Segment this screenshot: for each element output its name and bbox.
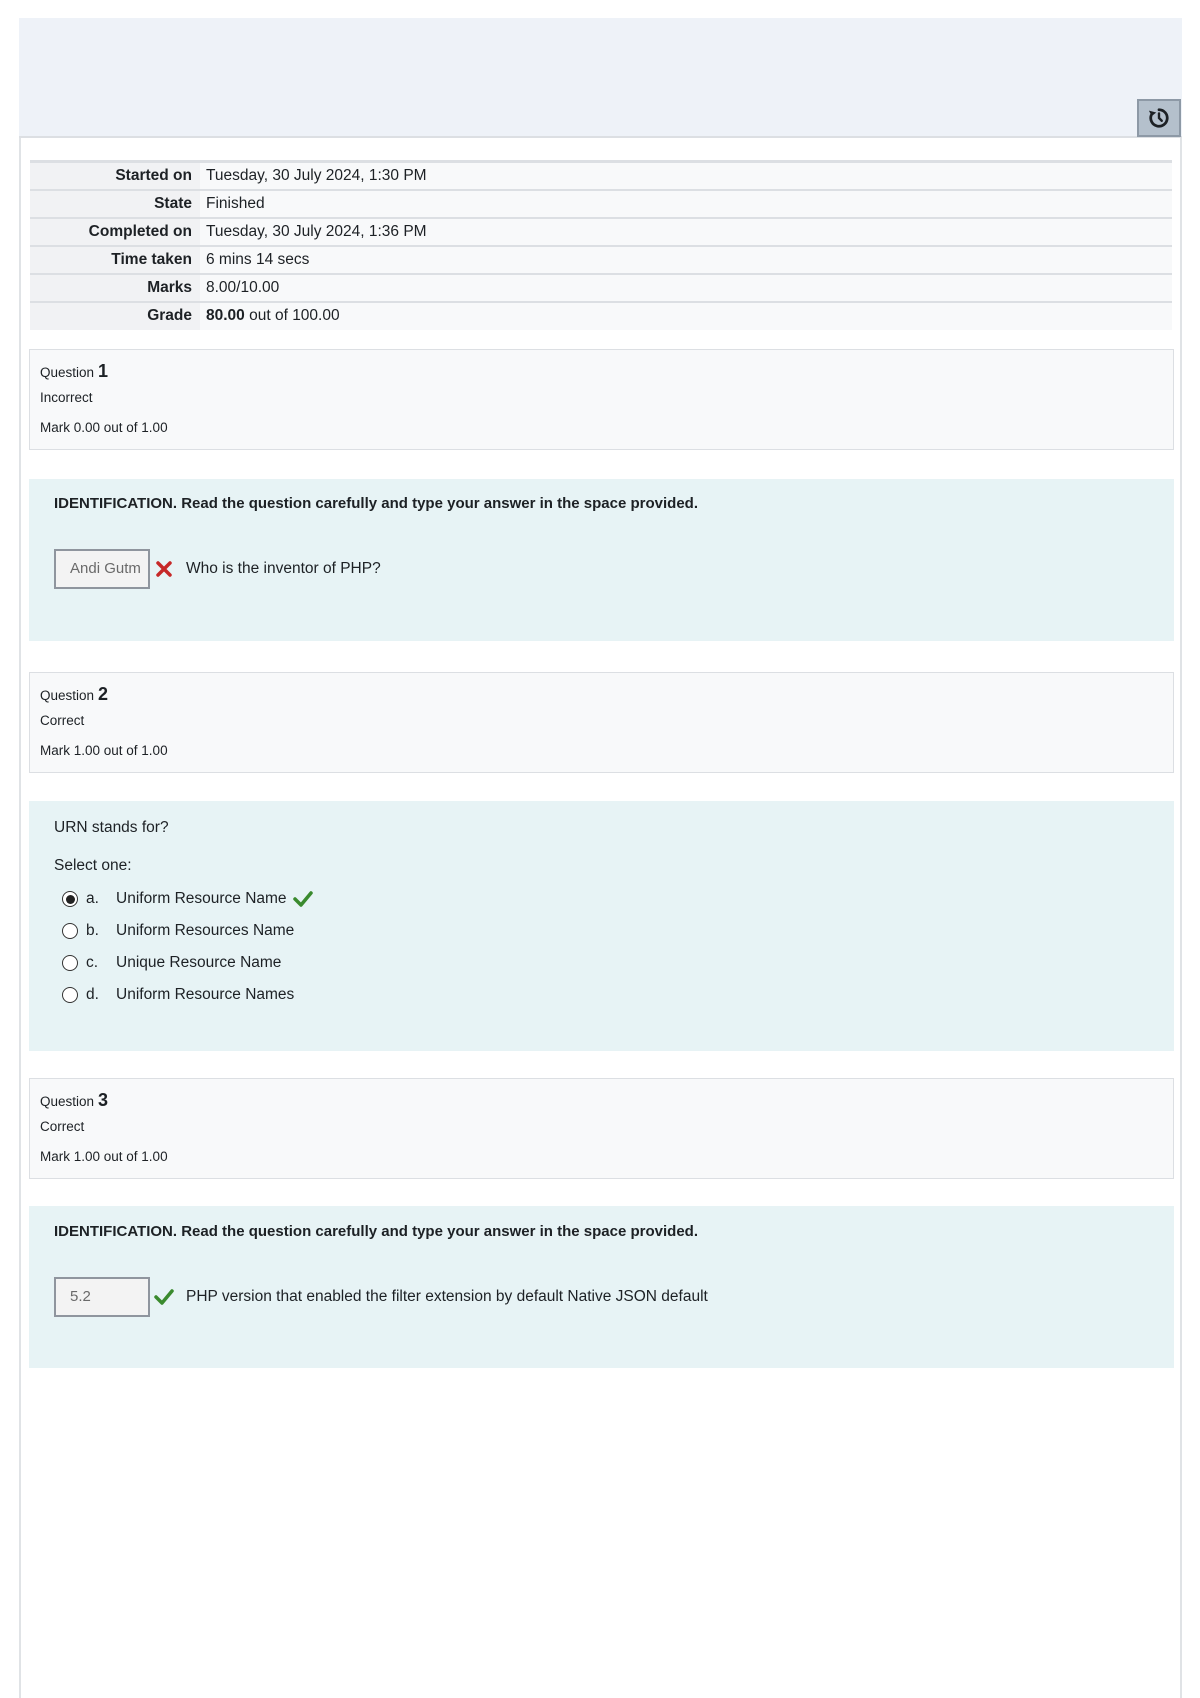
question-formulation-3 [29,1206,1174,1368]
question-info-1 [29,349,1174,450]
question-number [40,1087,1163,1113]
question-state: Correct [40,713,85,728]
question-number-value: 2 [98,684,109,704]
question-info-3 [29,1078,1174,1179]
summary-row-marks [30,274,1172,302]
option-letter: c. [86,954,99,971]
option-text: Uniform Resource Names [116,986,295,1003]
summary-value: Tuesday, 30 July 2024, 1:30 PM [200,162,1172,190]
summary-label: State [30,190,200,218]
question-label: Question [40,1094,95,1109]
page-header [19,18,1182,138]
summary-label: Marks [30,274,200,302]
summary-row-completed [30,218,1172,246]
question-mark: Mark 1.00 out of 1.00 [40,743,168,758]
question-text: URN stands for? [54,819,169,836]
question-label: Question [40,688,95,703]
question-instruction: IDENTIFICATION. Read the question carefully and type your answer in the space provided. [54,1223,699,1240]
check-icon [293,889,313,909]
question-number-value: 3 [98,1090,109,1110]
question-state: Correct [40,1119,85,1134]
question-text: Who is the inventor of PHP? [186,560,381,577]
option-letter: d. [86,986,99,1003]
summary-label: Time taken [30,246,200,274]
cross-icon [154,559,174,579]
answer-row [54,549,1149,589]
check-icon [154,1287,174,1307]
option-text: Uniform Resources Name [116,922,295,939]
summary-row-state [30,190,1172,218]
summary-label: Completed on [30,218,200,246]
options-list [54,883,1149,1011]
select-prompt: Select one: [54,857,132,874]
option-d[interactable] [54,979,1149,1011]
option-b[interactable] [54,915,1149,947]
question-text: PHP version that enabled the filter extension by default Native JSON default [186,1288,708,1305]
option-letter: a. [86,890,99,907]
radio-button[interactable] [62,955,78,971]
summary-label: Started on [30,162,200,190]
radio-button[interactable] [62,891,78,907]
summary-row-started [30,162,1172,190]
radio-button[interactable] [62,987,78,1003]
question-state: Incorrect [40,390,93,405]
question-mark: Mark 1.00 out of 1.00 [40,1149,168,1164]
question-label: Question [40,365,95,380]
summary-row-grade [30,302,1172,330]
radio-button[interactable] [62,923,78,939]
grade-total: out of 100.00 [244,307,340,324]
question-instruction: IDENTIFICATION. Read the question carefully and type your answer in the space provided. [54,495,699,512]
summary-row-time [30,246,1172,274]
option-c[interactable] [54,947,1149,979]
option-text: Uniform Resource Name [116,890,287,907]
attempt-summary-table [30,160,1172,330]
option-letter: b. [86,922,99,939]
question-number [40,358,1163,384]
summary-value: Tuesday, 30 July 2024, 1:36 PM [200,218,1172,246]
question-number [40,681,1163,707]
history-button[interactable] [1137,99,1181,137]
summary-value: Finished [200,190,1172,218]
question-mark: Mark 0.00 out of 1.00 [40,420,168,435]
summary-value [200,302,1172,330]
option-a[interactable] [54,883,1149,915]
grade-score: 80.00 [206,307,245,324]
question-info-2 [29,672,1174,773]
answer-input[interactable]: Andi Gutm [54,549,150,589]
answer-row [54,1277,1149,1317]
question-number-value: 1 [98,361,109,381]
summary-label: Grade [30,302,200,330]
history-icon [1148,107,1170,129]
summary-value: 8.00/10.00 [200,274,1172,302]
question-formulation-2 [29,801,1174,1051]
summary-value: 6 mins 14 secs [200,246,1172,274]
question-formulation-1 [29,479,1174,641]
answer-input[interactable]: 5.2 [54,1277,150,1317]
option-text: Unique Resource Name [116,954,282,971]
